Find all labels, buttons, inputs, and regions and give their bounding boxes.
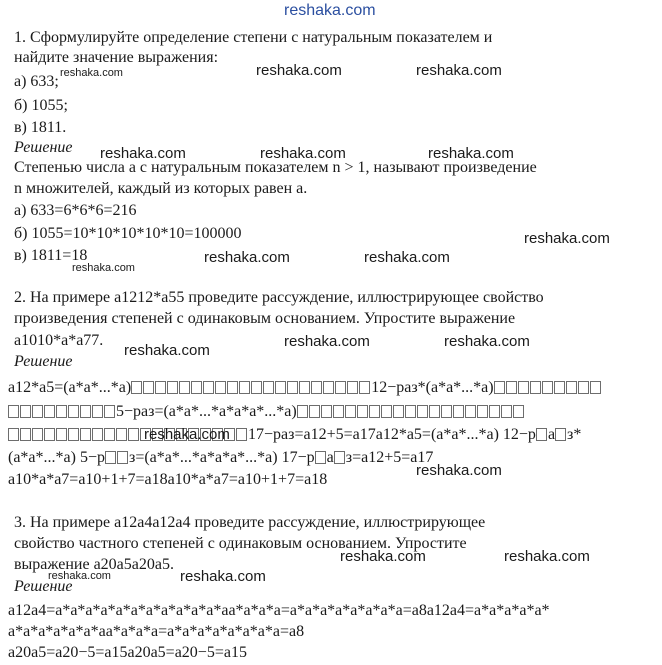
task2-solution-row3-text-c: a (547, 426, 556, 443)
task1-definition-line2: n множителей, каждый из которых равен a. (14, 180, 308, 197)
task2-solution-row4 (8, 448, 433, 468)
missing-glyph-box (105, 451, 116, 464)
task2-solution-row4-text-b: 5−р (79, 449, 105, 466)
task1-question-line2: найдите значение выражения: (14, 49, 219, 66)
watermark: reshaka.com (444, 333, 530, 350)
task3-question-line3: выражение a20a5a20a5. (14, 556, 174, 573)
watermark: reshaka.com (204, 249, 290, 266)
task3-solution-row3: a20a5=a20−5=a15a20a5=a20−5=a15 (8, 644, 247, 661)
watermark: reshaka.com (524, 230, 610, 247)
task2-solution-label: Решение (14, 353, 73, 370)
task2-solution-row2 (8, 402, 525, 422)
task1-solution-label: Решение (14, 139, 73, 156)
task2-solution-row3 (8, 425, 581, 445)
task1-definition-line1: Степенью числа a с натуральным показателем n > 1, называют произведение (14, 159, 537, 176)
task2-solution-row4-text-c: з=(a*a*...*a*a*a*...*a) (129, 449, 278, 466)
watermark: reshaka.com (48, 570, 111, 582)
missing-glyph-boxes (8, 403, 116, 420)
task2-solution-row5: a10*a*a7=a10+1+7=a18a10*a*a7=a10+1+7=a18 (8, 471, 328, 488)
task2-solution-row3-text-d: з* (567, 426, 582, 443)
task3-solution-row2: a*a*a*a*a*a*aa*a*a*a=a*a*a*a*a*a*a*a=a8 (8, 623, 305, 640)
task2-solution-row3-text-a: 17−раз=a12+5=a17a12*a5=(a*a*...*a) (248, 426, 499, 443)
task1-answer-b: б) 1055=10*10*10*10*10=100000 (14, 225, 242, 242)
task2-solution-row1-text-b: 12−раз*(a*a*...*a) (371, 379, 494, 396)
task2-solution-row4-text-f: з=a12+5=a17 (345, 449, 434, 466)
task2-question-line1: 2. На примере a1212*a55 проведите рассуждение, иллюстрирующее свойство (14, 289, 544, 306)
watermark: reshaka.com (428, 145, 514, 162)
task1-question-line1: 1. Сформулируйте определение степени с натуральным показателем и (14, 29, 493, 46)
watermark: reshaka.com (416, 462, 502, 479)
task2-solution-row1-text-a: a12*a5=(a*a*...*a) (8, 379, 132, 396)
task2-solution-row4-text-a: (a*a*...*a) (8, 449, 76, 466)
task3-question-line2: свойство частного степеней с одинаковым основанием. Упростите (14, 535, 467, 552)
watermark: reshaka.com (124, 342, 210, 359)
task1-item-c: в) 1811. (14, 119, 67, 136)
missing-glyph-boxes (131, 379, 371, 396)
task3-solution-label: Решение (14, 578, 73, 595)
missing-glyph-box (334, 451, 345, 464)
watermark: reshaka.com (60, 67, 123, 79)
task2-solution-row1 (8, 378, 602, 398)
task2-solution-row2-text: 5−раз=(a*a*...*a*a*a*...*a) (116, 403, 297, 420)
watermark: reshaka.com (260, 145, 346, 162)
missing-glyph-boxes (494, 379, 602, 396)
task1-item-b: б) 1055; (14, 97, 68, 114)
watermark: reshaka.com (144, 426, 230, 443)
task2-solution-row3-text-b: 12−р (502, 426, 536, 443)
watermark: reshaka.com (180, 568, 266, 585)
missing-glyph-boxes (297, 403, 525, 420)
missing-glyph-box (117, 451, 128, 464)
task2-solution-row4-text-d: 17−р (281, 449, 315, 466)
task1-answer-a: а) 633=6*6*6=216 (14, 202, 137, 219)
task2-question-line2: произведения степеней с одинаковым основанием. Упростите выражение (14, 310, 516, 327)
missing-glyph-box (555, 428, 566, 441)
watermark: reshaka.com (100, 145, 186, 162)
watermark: reshaka.com (340, 548, 426, 565)
watermark: reshaka.com (284, 333, 370, 350)
watermark: reshaka.com (504, 548, 590, 565)
watermark: reshaka.com (72, 262, 135, 274)
missing-glyph-box (536, 428, 547, 441)
task2-question-line3: a1010*a*a77. (14, 332, 104, 349)
watermark: reshaka.com (364, 249, 450, 266)
task1-item-a: а) 633; (14, 73, 59, 90)
task3-solution-row1: a12a4=a*a*a*a*a*a*a*a*a*a*a*aa*a*a*a=a*a*a*a*a*a*a*a=a8a12a4=a*a*a*a*a* (8, 602, 550, 619)
task3-question-line1: 3. На примере a12a4a12a4 проведите рассуждение, иллюстрирующее (14, 514, 486, 531)
missing-glyph-box (315, 451, 326, 464)
top-watermark[interactable]: reshaka.com (284, 2, 376, 19)
task1-answer-c: в) 1811=18 (14, 247, 88, 264)
task2-solution-row4-text-e: a (326, 449, 334, 466)
watermark: reshaka.com (416, 62, 502, 79)
watermark: reshaka.com (256, 62, 342, 79)
